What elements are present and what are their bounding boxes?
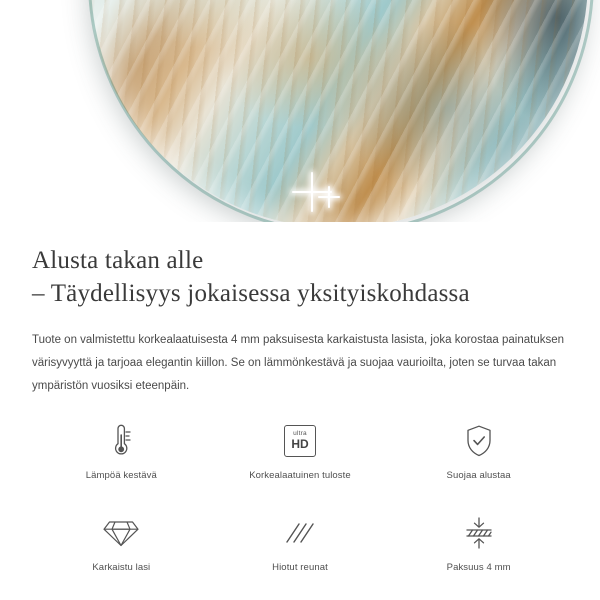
- page-title-line-2: – Täydellisyys jokaisessa yksityiskohdassa: [32, 280, 470, 308]
- shield-check-icon: [463, 420, 495, 462]
- feature-thickness: [389, 512, 568, 590]
- ultra-hd-icon: [284, 420, 316, 462]
- feature-label: Hiotut reunat: [272, 561, 328, 573]
- diamond-icon: [102, 512, 140, 554]
- glass-plate-image: [88, 0, 588, 222]
- feature-label: Lämpöä kestävä: [85, 469, 157, 481]
- feature-polished-edges: [211, 512, 390, 590]
- page-title: [32, 222, 568, 311]
- thickness-arrows-icon: [462, 512, 496, 554]
- ultra-hd-badge-top: ultra: [293, 429, 307, 437]
- feature-label: Karkaistu lasi: [92, 561, 151, 573]
- feature-heat-resistant: [32, 420, 211, 498]
- feature-high-quality-print: [211, 420, 390, 498]
- feature-tempered-glass: [32, 512, 211, 590]
- feature-label: Korkealaatuinen tuloste: [249, 469, 351, 481]
- hero-image: [0, 0, 600, 222]
- page-title-line-1: Alusta takan alle: [32, 247, 204, 274]
- body-paragraph: Tuote on valmistettu korkealaatuisesta 4 mm paksuisesta karkaistusta lasista, joka korostaa painatuksen värisyvyyttä ja tarjoaa elegantin kiillon. Se on lämmönkestävä ja suojaa vaurioilta, joten se turvaa takan ympäristön vuosiksi eteenpäin.: [32, 333, 565, 392]
- feature-surface-protection: [389, 420, 568, 498]
- content-section: [0, 222, 600, 590]
- feature-label: Paksuus 4 mm: [446, 561, 511, 573]
- feature-label: Suojaa alustaa: [446, 469, 511, 481]
- thermometer-icon: [104, 420, 138, 462]
- feature-grid: [32, 420, 568, 590]
- ultra-hd-badge-bottom: HD: [291, 437, 309, 452]
- polished-edges-icon: [283, 512, 317, 554]
